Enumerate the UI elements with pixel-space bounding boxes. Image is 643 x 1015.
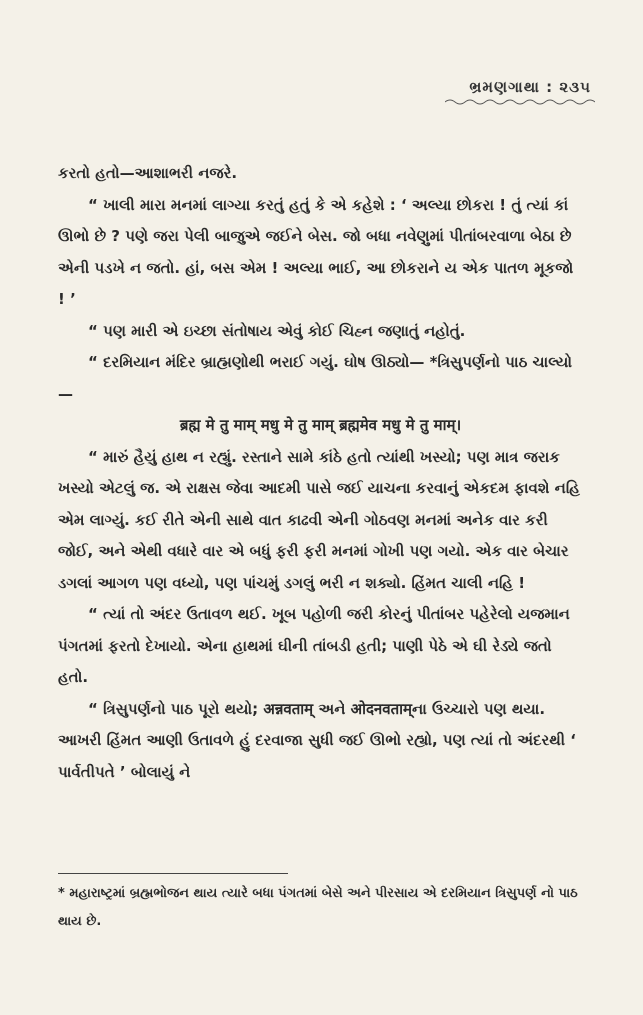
paragraph: “ દરમિયાન મંદિર બ્રાહ્મણોથી ભરાઈ ગયું. ઘોષ ઊઠ્યો— *ત્રિસુપર્ણનો પાઠ ચાલ્યો— (58, 353, 573, 403)
paragraph: “ ત્રિસુપર્ણનો પાઠ પૂરો થયો; अन्नवताम् અને ओदनवताम्ના ઉચ્ચારો પણ થયા. આખરી હિંમત આણી ઉતાવળે હું દરવાજા સુધી જઈ ઊભો રહ્યો, પણ ત્યાં તો અંદરથી ‘ પાર્વતીપતે ’ બોલાયું ને (58, 699, 576, 781)
paragraph: “ પણ મારી એ ઇચ્છા સંતોષાય એવું કોઈ ચિહ્ન જણાતું નહોતું. (88, 321, 466, 340)
paragraph: “ મારું હૈયું હાથ ન રહ્યું. રસ્તાને સામે કાંઠે હતો ત્યાંથી ખસ્યો; પણ માત્ર જરાક ખસ્યો એટલું જ. એ રાક્ષસ જેવા આદમી પાસે જઈ યાચના કરવાનું એકદમ ફાવશે નહિ એમ લાગ્યું. કઈ રીતે એની સાથે વાત કાઢવી એની ગોઠવણ મનમાં અનેક વાર કરી જોઈ, અને એથી વધારે વાર એ બધું ફરી ફરી મનમાં ગોખી પણ ગયો. એક વાર બેચાર ડગલાં આગળ પણ વધ્યો, પણ પાંચમું ડગલું ભરી ન શક્યો. હિંમત ચાલી નહિ ! (58, 447, 580, 592)
running-header: ભ્રમણગાથા : ૨૩૫ (469, 78, 591, 96)
footnote (58, 880, 583, 936)
footnote-divider (58, 873, 288, 874)
paragraph: કરતો હતો—આશાભરી નજરે. (58, 164, 238, 182)
header-ornament (445, 98, 595, 106)
body-text (58, 158, 583, 788)
paragraph: “ ત્યાં તો અંદર ઉતાવળ થઈ. ખૂબ પહોળી જરી કોરનું પીતાંબર પહેરેલો યજમાન પંગતમાં ફરતો દેખાયો. એના હાથમાં ઘીની તાંબડી હતી; પાણી પેઠે એ ઘી રેડ્યે જતો હતો. (58, 605, 570, 686)
footnote-text: * મહારાષ્ટ્રમાં બ્રહ્મભોજન થાય ત્યારે બધા પંગતમાં બેસે અને પીરસાય એ દરમિયાન ત્રિસુપર્ણ નો પાઠ થાય છે. (58, 886, 578, 929)
paragraph: “ ખાલી મારા મનમાં લાગ્યા કરતું હતું કે એ કહેશે : ‘ અલ્યા છોકરા ! તું ત્યાં કાં ઊભો છે ? પણે જરા પેલી બાજુએ જઈને બેસ. જો બધા નવેણુમાં પીતાંબરવાળા બેઠા છે એની પડખે ન જતો. હાં, બસ એમ ! અલ્યા ભાઈ, આ છોકરાને ય એક પાતળ મૂકજો ! ’ (58, 195, 574, 308)
sanskrit-verse: ब्रह्म मे तु माम् मधु मे तु माम् ब्रह्ममेव मधु मे तु माम्। (179, 416, 462, 434)
